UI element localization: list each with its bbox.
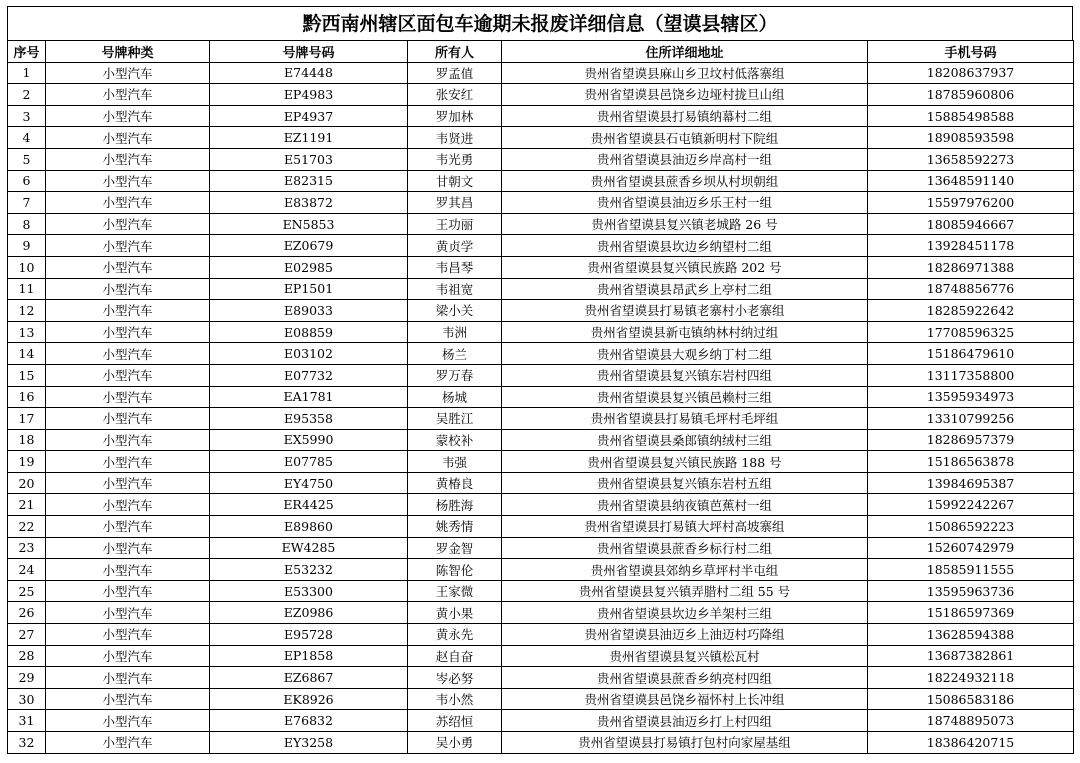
table-row [8,192,1074,214]
plate-type: 小型汽车 [46,62,210,84]
address: 贵州省望谟县打易镇大坪村高坡寨组 [502,516,868,538]
phone-number: 17708596325 [868,321,1074,343]
phone-number: 15086592223 [868,516,1074,538]
phone-number: 13310799256 [868,408,1074,430]
address: 贵州省望谟县麻山乡卫坟村低落寨组 [502,62,868,84]
phone-number: 15992242267 [868,494,1074,516]
owner-name: 王功丽 [408,213,502,235]
plate-type: 小型汽车 [46,386,210,408]
phone-number: 15086583186 [868,688,1074,710]
phone-number: 13628594388 [868,624,1074,646]
address: 贵州省望谟县油迈乡打上村四组 [502,710,868,732]
phone-number: 18748895073 [868,710,1074,732]
address: 贵州省望谟县复兴镇老城路 26 号 [502,213,868,235]
owner-name: 姚秀情 [408,516,502,538]
row-index: 23 [8,537,46,559]
address: 贵州省望谟县打易镇毛坪村毛坪组 [502,408,868,430]
table-row [8,256,1074,278]
row-index: 16 [8,386,46,408]
phone-number: 18085946667 [868,213,1074,235]
plate-number: EX5990 [210,429,408,451]
owner-name: 黄椿良 [408,472,502,494]
phone-number: 18785960806 [868,84,1074,106]
plate-type: 小型汽车 [46,343,210,365]
plate-type: 小型汽车 [46,537,210,559]
plate-type: 小型汽车 [46,732,210,754]
phone-number: 13687382861 [868,645,1074,667]
plate-number: E89860 [210,516,408,538]
plate-type: 小型汽车 [46,300,210,322]
plate-type: 小型汽车 [46,710,210,732]
plate-type: 小型汽车 [46,105,210,127]
plate-type: 小型汽车 [46,667,210,689]
table-row [8,688,1074,710]
phone-number: 13984695387 [868,472,1074,494]
plate-number: E95728 [210,624,408,646]
owner-name: 吴胜江 [408,408,502,430]
owner-name: 罗万春 [408,364,502,386]
owner-name: 黄贞学 [408,235,502,257]
table-row [8,408,1074,430]
address: 贵州省望谟县桑郎镇纳绒村三组 [502,429,868,451]
address: 贵州省望谟县坎边乡纳望村二组 [502,235,868,257]
owner-name: 韦昌琴 [408,256,502,278]
row-index: 7 [8,192,46,214]
table-row [8,559,1074,581]
table-row [8,127,1074,149]
plate-number: E02985 [210,256,408,278]
plate-type: 小型汽车 [46,602,210,624]
address: 贵州省望谟县复兴镇民族路 202 号 [502,256,868,278]
table-row [8,732,1074,754]
owner-name: 韦祖宽 [408,278,502,300]
row-index: 25 [8,580,46,602]
table-row [8,537,1074,559]
table-row [8,105,1074,127]
table-row [8,580,1074,602]
address: 贵州省望谟县蔗香乡坝从村坝朝组 [502,170,868,192]
owner-name: 吴小勇 [408,732,502,754]
row-index: 22 [8,516,46,538]
plate-number: E76832 [210,710,408,732]
phone-number: 18286957379 [868,429,1074,451]
vehicle-table [7,40,1074,754]
plate-type: 小型汽车 [46,148,210,170]
plate-type: 小型汽车 [46,516,210,538]
plate-number: EY4750 [210,472,408,494]
plate-number: E53232 [210,559,408,581]
plate-type: 小型汽车 [46,494,210,516]
table-row [8,429,1074,451]
address: 贵州省望谟县坎边乡羊架村三组 [502,602,868,624]
phone-number: 18286971388 [868,256,1074,278]
address: 贵州省望谟县复兴镇东岩村四组 [502,364,868,386]
plate-type: 小型汽车 [46,688,210,710]
plate-number: EP1858 [210,645,408,667]
table-row [8,364,1074,386]
plate-number: ER4425 [210,494,408,516]
phone-number: 18585911555 [868,559,1074,581]
owner-name: 陈智伦 [408,559,502,581]
owner-name: 韦洲 [408,321,502,343]
phone-number: 13928451178 [868,235,1074,257]
owner-name: 王家微 [408,580,502,602]
phone-number: 18748856776 [868,278,1074,300]
owner-name: 韦强 [408,451,502,473]
page-title: 黔西南州辖区面包车逾期未报废详细信息（望谟县辖区） [7,6,1073,40]
address: 贵州省望谟县油迈乡上油迈村巧降组 [502,624,868,646]
row-index: 4 [8,127,46,149]
address: 贵州省望谟县复兴镇邑赖村三组 [502,386,868,408]
plate-number: EP4983 [210,84,408,106]
column-header-plate-number: 号牌号码 [210,41,408,63]
plate-type: 小型汽车 [46,472,210,494]
owner-name: 苏绍恒 [408,710,502,732]
row-index: 19 [8,451,46,473]
row-index: 28 [8,645,46,667]
owner-name: 赵自奋 [408,645,502,667]
address: 贵州省望谟县昂武乡上亭村二组 [502,278,868,300]
column-header-index: 序号 [8,41,46,63]
plate-number: EZ1191 [210,127,408,149]
plate-type: 小型汽车 [46,192,210,214]
row-index: 18 [8,429,46,451]
phone-number: 15597976200 [868,192,1074,214]
owner-name: 岑必努 [408,667,502,689]
phone-number: 13117358800 [868,364,1074,386]
owner-name: 甘朝文 [408,170,502,192]
address: 贵州省望谟县石屯镇新明村下院组 [502,127,868,149]
phone-number: 15186597369 [868,602,1074,624]
owner-name: 梁小关 [408,300,502,322]
owner-name: 韦贤进 [408,127,502,149]
owner-name: 黄永先 [408,624,502,646]
phone-number: 15186479610 [868,343,1074,365]
owner-name: 罗孟值 [408,62,502,84]
row-index: 14 [8,343,46,365]
plate-type: 小型汽车 [46,127,210,149]
column-header-phone: 手机号码 [868,41,1074,63]
table-row [8,235,1074,257]
plate-number: EP4937 [210,105,408,127]
address: 贵州省望谟县邑饶乡福怀村上长冲组 [502,688,868,710]
row-index: 26 [8,602,46,624]
row-index: 2 [8,84,46,106]
address: 贵州省望谟县纳夜镇芭蕉村一组 [502,494,868,516]
address: 贵州省望谟县油迈乡乐王村一组 [502,192,868,214]
address: 贵州省望谟县复兴镇松瓦村 [502,645,868,667]
plate-type: 小型汽车 [46,321,210,343]
row-index: 13 [8,321,46,343]
row-index: 31 [8,710,46,732]
plate-type: 小型汽车 [46,408,210,430]
row-index: 10 [8,256,46,278]
address: 贵州省望谟县打易镇打包村向家屋基组 [502,732,868,754]
plate-number: E03102 [210,343,408,365]
plate-number: EZ6867 [210,667,408,689]
phone-number: 18908593598 [868,127,1074,149]
plate-number: E95358 [210,408,408,430]
plate-number: EW4285 [210,537,408,559]
plate-type: 小型汽车 [46,645,210,667]
plate-number: E08859 [210,321,408,343]
owner-name: 杨兰 [408,343,502,365]
plate-number: EZ0986 [210,602,408,624]
address: 贵州省望谟县蔗香乡纳亮村四组 [502,667,868,689]
plate-number: EA1781 [210,386,408,408]
row-index: 15 [8,364,46,386]
plate-number: E83872 [210,192,408,214]
row-index: 1 [8,62,46,84]
plate-type: 小型汽车 [46,559,210,581]
table-row [8,84,1074,106]
table-row [8,62,1074,84]
phone-number: 15260742979 [868,537,1074,559]
phone-number: 18208637937 [868,62,1074,84]
table-row [8,494,1074,516]
row-index: 21 [8,494,46,516]
owner-name: 杨城 [408,386,502,408]
table-row [8,321,1074,343]
owner-name: 罗加林 [408,105,502,127]
table-row [8,278,1074,300]
owner-name: 韦光勇 [408,148,502,170]
row-index: 24 [8,559,46,581]
plate-number: E53300 [210,580,408,602]
address: 贵州省望谟县打易镇纳幕村二组 [502,105,868,127]
table-row [8,602,1074,624]
address: 贵州省望谟县蔗香乡标行村二组 [502,537,868,559]
table-header-row [8,41,1074,63]
row-index: 30 [8,688,46,710]
plate-number: EP1501 [210,278,408,300]
plate-number: EZ0679 [210,235,408,257]
plate-number: E07785 [210,451,408,473]
plate-number: E51703 [210,148,408,170]
phone-number: 13648591140 [868,170,1074,192]
owner-name: 罗其昌 [408,192,502,214]
plate-type: 小型汽车 [46,213,210,235]
plate-type: 小型汽车 [46,235,210,257]
plate-number: EY3258 [210,732,408,754]
plate-number: EK8926 [210,688,408,710]
row-index: 27 [8,624,46,646]
row-index: 29 [8,667,46,689]
plate-type: 小型汽车 [46,580,210,602]
plate-type: 小型汽车 [46,451,210,473]
plate-type: 小型汽车 [46,170,210,192]
row-index: 17 [8,408,46,430]
table-row [8,386,1074,408]
table-row [8,516,1074,538]
phone-number: 18386420715 [868,732,1074,754]
phone-number: 15186563878 [868,451,1074,473]
table-row [8,170,1074,192]
address: 贵州省望谟县郊纳乡草坪村半屯组 [502,559,868,581]
phone-number: 13595963736 [868,580,1074,602]
row-index: 8 [8,213,46,235]
address: 贵州省望谟县复兴镇东岩村五组 [502,472,868,494]
row-index: 11 [8,278,46,300]
column-header-address: 住所详细地址 [502,41,868,63]
table-row [8,300,1074,322]
plate-number: EN5853 [210,213,408,235]
table-row [8,148,1074,170]
address: 贵州省望谟县复兴镇民族路 188 号 [502,451,868,473]
owner-name: 黄小果 [408,602,502,624]
row-index: 12 [8,300,46,322]
row-index: 3 [8,105,46,127]
address: 贵州省望谟县打易镇老寨村小老寨组 [502,300,868,322]
phone-number: 13658592273 [868,148,1074,170]
plate-type: 小型汽车 [46,364,210,386]
table-row [8,624,1074,646]
plate-type: 小型汽车 [46,278,210,300]
column-header-owner: 所有人 [408,41,502,63]
column-header-plate-type: 号牌种类 [46,41,210,63]
table-body [8,62,1074,753]
owner-name: 杨胜海 [408,494,502,516]
plate-type: 小型汽车 [46,429,210,451]
address: 贵州省望谟县油迈乡岸高村一组 [502,148,868,170]
plate-number: E89033 [210,300,408,322]
phone-number: 18224932118 [868,667,1074,689]
plate-type: 小型汽车 [46,624,210,646]
table-row [8,710,1074,732]
row-index: 9 [8,235,46,257]
table-row [8,343,1074,365]
owner-name: 韦小然 [408,688,502,710]
address: 贵州省望谟县新屯镇纳林村纳过组 [502,321,868,343]
table-row [8,472,1074,494]
plate-type: 小型汽车 [46,256,210,278]
row-index: 5 [8,148,46,170]
table-row [8,667,1074,689]
owner-name: 蒙校补 [408,429,502,451]
plate-number: E74448 [210,62,408,84]
phone-number: 15885498588 [868,105,1074,127]
row-index: 20 [8,472,46,494]
address: 贵州省望谟县复兴镇弄腊村二组 55 号 [502,580,868,602]
phone-number: 13595934973 [868,386,1074,408]
address: 贵州省望谟县大观乡纳丁村二组 [502,343,868,365]
row-index: 32 [8,732,46,754]
owner-name: 张安红 [408,84,502,106]
address: 贵州省望谟县邑饶乡边垭村拢旦山组 [502,84,868,106]
owner-name: 罗金智 [408,537,502,559]
plate-number: E07732 [210,364,408,386]
phone-number: 18285922642 [868,300,1074,322]
plate-number: E82315 [210,170,408,192]
table-row [8,645,1074,667]
plate-type: 小型汽车 [46,84,210,106]
row-index: 6 [8,170,46,192]
table-row [8,213,1074,235]
table-row [8,451,1074,473]
